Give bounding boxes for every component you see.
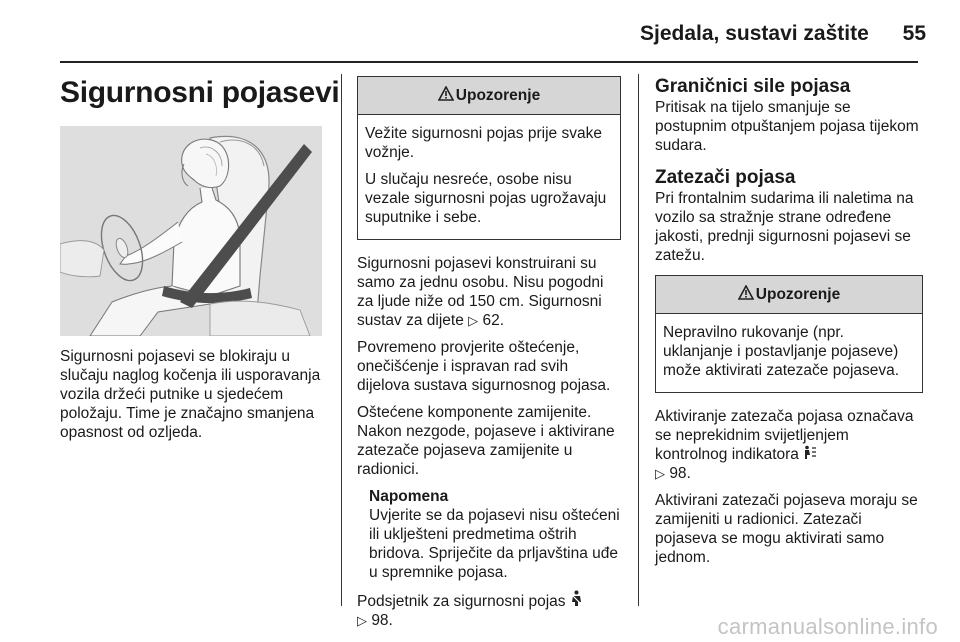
seatbelt-reminder-icon <box>570 593 583 610</box>
subsection-title: Zatezači pojasa <box>655 167 796 188</box>
page-number: 55 <box>902 22 926 45</box>
warning-triangle-icon <box>438 86 454 106</box>
body-paragraph: Pritisak na tijelo smanjuje se postupnim otpuštanjem pojasa tijekom sudara. <box>655 99 919 154</box>
warning-box-2 <box>655 275 923 393</box>
warning-box-1 <box>357 76 621 240</box>
page-reference[interactable]: 98. <box>371 612 393 629</box>
section-title: Sigurnosni pojasevi <box>60 76 340 109</box>
body-paragraph: Pri frontalnim sudarima ili naletima na vozilo sa stražnje strane određene jakosti, prednji sigurnosni pojasevi se zatežu. <box>655 190 914 264</box>
reference-arrow-icon: ▷ <box>357 613 367 628</box>
subsection-title: Graničnici sile pojasa <box>655 76 851 97</box>
warning-triangle-icon <box>738 285 754 305</box>
column-divider-right <box>638 74 639 606</box>
airbag-indicator-icon <box>803 446 817 463</box>
warning-text: Nepravilno rukovanje (npr. uklanjanje i postavljanje pojaseve) može aktivirati zatezače pojaseva. <box>663 324 900 379</box>
body-paragraph: Oštećene komponente zamijenite. Nakon nezgode, pojaseve i aktivirane zatezače pojaseva zamijenite u radionici. <box>357 404 615 478</box>
header-rule <box>60 61 918 63</box>
note-title: Napomena <box>369 488 449 505</box>
column-divider-left <box>341 74 342 606</box>
body-paragraph: Aktiviranje zatezača pojasa označava se neprekidnim svijetljenjem kontrolnog indikatora ▷ 98. <box>655 408 914 482</box>
body-paragraph: Povremeno provjerite oštećenje, onečišćenje i ispravan rad svih dijelova sustava sigurnosnog pojasa. <box>357 339 611 394</box>
watermark: carmanualsonline.info <box>717 614 938 639</box>
note-text: Uvjerite se da pojasevi nisu oštećeni ili uklješteni predmetima oštrih bridova. Spriječite da prljavština uđe u spremnike pojasa. <box>369 507 620 581</box>
seatbelt-illustration <box>60 126 322 336</box>
warning-title: Upozorenje <box>455 87 541 104</box>
running-header-title: Sjedala, sustavi zaštite <box>640 22 869 45</box>
body-paragraph: Podsjetnik za sigurnosni pojas ▷ 98. <box>357 590 621 630</box>
warning-text: Vežite sigurnosni pojas prije svake vožnje. <box>365 125 602 161</box>
warning-title: Upozorenje <box>755 286 841 303</box>
body-paragraph: Aktivirani zatezači pojaseva moraju se zamijeniti u radionici. Zatezači pojaseva se mogu aktivirati samo jednom. <box>655 492 918 566</box>
body-paragraph: Sigurnosni pojasevi konstruirani su samo za jednu osobu. Nisu pogodni za ljude niže od 150 cm. Sigurnosni sustav za dijete ▷ 62. <box>357 255 604 329</box>
note-block <box>357 487 621 582</box>
reference-arrow-icon: ▷ <box>468 313 479 328</box>
warning-text: U slučaju nesreće, osobe nisu vezale sigurnosni pojas ugrožavaju suputnike i sebe. <box>365 171 607 226</box>
page-reference[interactable]: 62. <box>482 312 505 329</box>
page-reference[interactable]: 98. <box>669 465 691 482</box>
intro-paragraph: Sigurnosni pojasevi se blokiraju u slučaju naglog kočenja ili usporavanja vozila držeći putnike u sjedećem položaju. Time je značajno smanjena opasnost od ozljeda. <box>60 348 321 441</box>
reference-arrow-icon: ▷ <box>655 466 665 481</box>
